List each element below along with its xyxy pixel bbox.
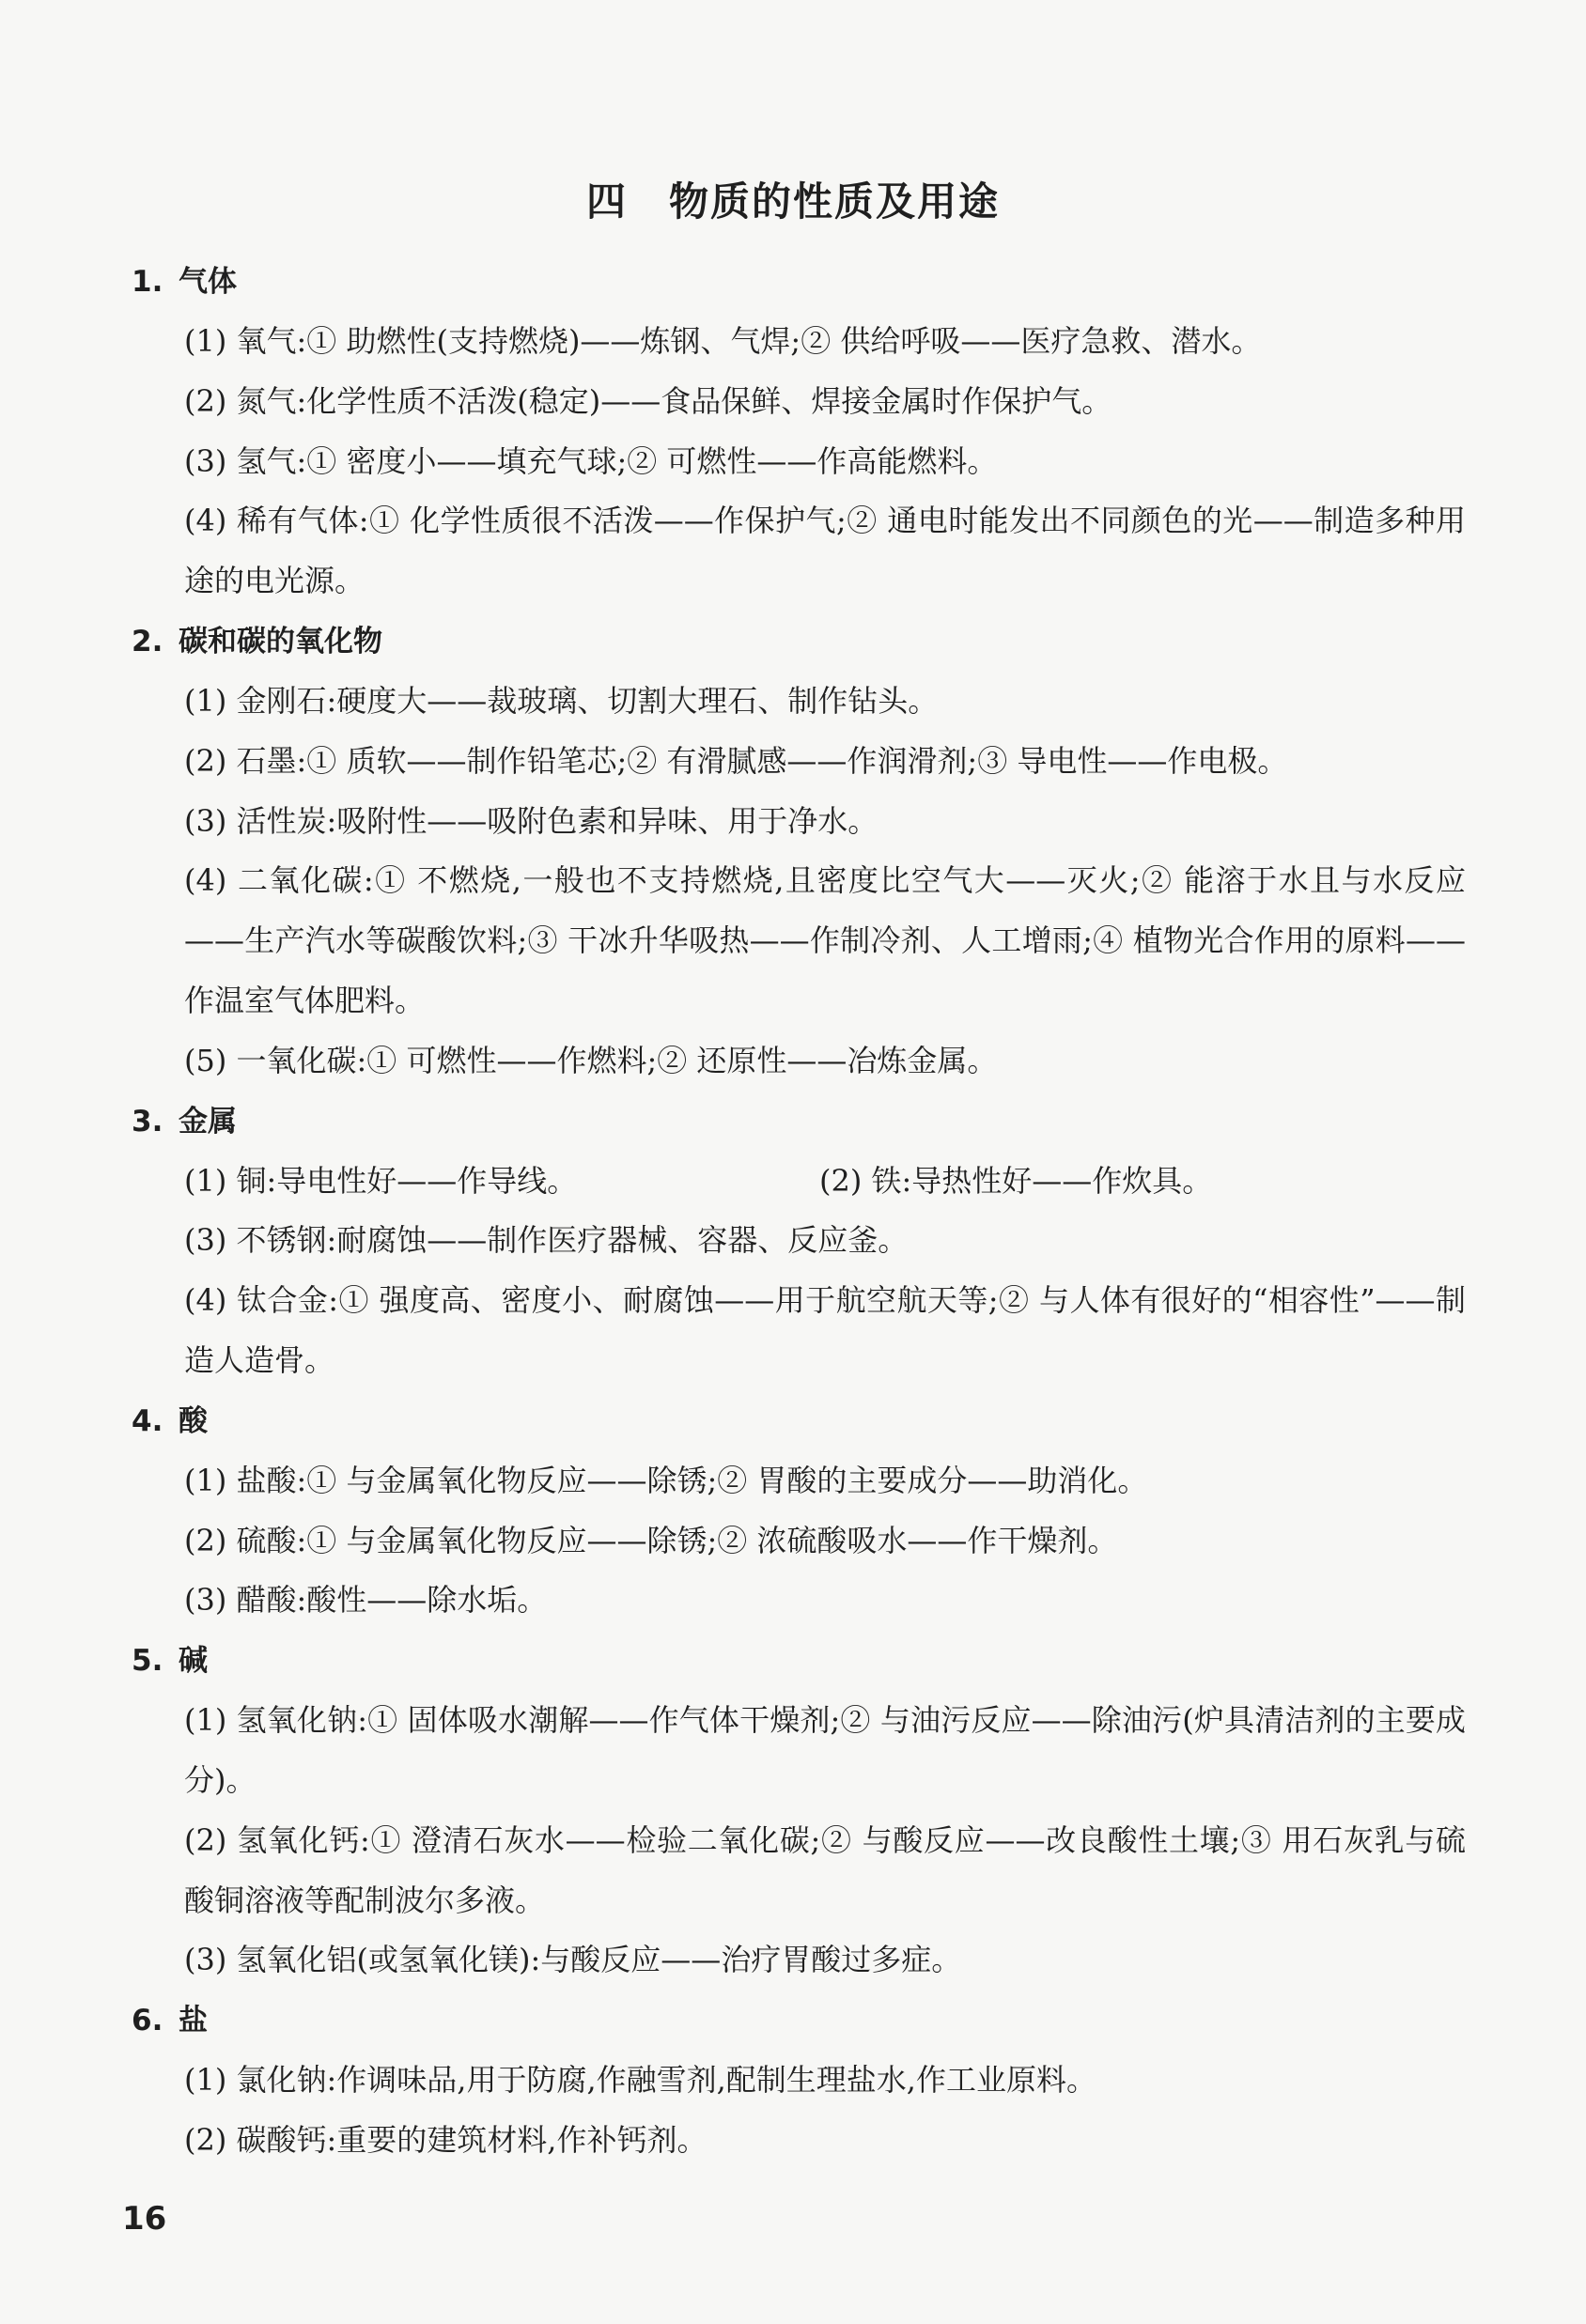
list-item: (2) 硫酸:① 与金属氧化物反应——除锈;② 浓硫酸吸水——作干燥剂。 [184,1522,1118,1558]
list-item: (4) 二氧化碳:① 不燃烧,一般也不支持燃烧,且密度比空气大——灭火;② 能溶于水且与水反应——生产汽水等碳酸饮料;③ 干冰升华吸热——作制冷剂、人工增雨;④ 植物光合作用的原料——作温室气体肥料。 [184,862,1466,1018]
list-item: (4) 稀有气体:① 化学性质很不活泼——作保护气;② 通电时能发出不同颜色的光——制造多种用途的电光源。 [184,503,1466,599]
section-heading [132,1631,1466,1691]
list-item: (4) 钛合金:① 强度高、密度小、耐腐蚀——用于航空航天等;② 与人体有很好的“相容性”——制造人造骨。 [184,1282,1466,1378]
list-item: (1) 氯化钠:作调味品,用于防腐,作融雪剂,配制生理盐水,作工业原料。 [184,2062,1096,2099]
section-number: 4. [132,1403,163,1438]
section-heading [132,252,1466,312]
page-title: 四 物质的性质及用途 [585,178,1000,225]
list-item: (2) 碳酸钙:重要的建筑材料,作补钙剂。 [184,2121,707,2158]
section-bases [132,1631,1466,1991]
list-item: (1) 盐酸:① 与金属氧化物反应——除锈;② 胃酸的主要成分——助消化。 [184,1462,1148,1498]
section-number: 6. [132,2004,163,2038]
list-item: (1) 氧气:① 助燃性(支持燃烧)——炼钢、气焊;② 供给呼吸——医疗急救、潜水。 [184,323,1262,359]
section-title: 酸 [179,1403,208,1438]
section-gases [132,252,1466,612]
list-item: (2) 氢氧化钙:① 澄清石灰水——检验二氧化碳;② 与酸反应——改良酸性土壤;③ 用石灰乳与硫酸铜溶液等配制波尔多液。 [184,1821,1466,1918]
section-number: 1. [132,265,163,299]
section-number: 2. [132,624,163,658]
two-column-row [184,1152,1466,1212]
section-metals [132,1092,1466,1391]
section-heading [132,1991,1466,2051]
list-item: (3) 活性炭:吸附性——吸附色素和异味、用于净水。 [184,802,879,839]
list-item: (1) 铜:导电性好——作导线。 [184,1162,578,1199]
list-item: (1) 氢氧化钠:① 固体吸水潮解——作气体干燥剂;② 与油污反应——除油污(炉具清洁剂的主要成分)。 [184,1702,1466,1798]
section-heading [132,1092,1466,1152]
section-heading [132,612,1466,672]
section-title: 盐 [179,2004,208,2038]
list-item: (3) 醋酸:酸性——除水垢。 [184,1582,548,1619]
page-number: 16 [122,2200,167,2238]
section-acids [132,1391,1466,1631]
list-item: (2) 铁:导热性好——作炊具。 [819,1162,1213,1199]
list-item: (2) 石墨:① 质软——制作铅笔芯;② 有滑腻感——作润滑剂;③ 导电性——作电极。 [184,742,1288,779]
list-item: (1) 金刚石:硬度大——裁玻璃、切割大理石、制作钻头。 [184,682,939,719]
section-carbon [132,612,1466,1092]
list-item: (3) 不锈钢:耐腐蚀——制作医疗器械、容器、反应釜。 [184,1222,909,1259]
list-item: (2) 氮气:化学性质不活泼(稳定)——食品保鲜、焊接金属时作保护气。 [184,382,1112,419]
list-item: (3) 氢气:① 密度小——填充气球;② 可燃性——作高能燃料。 [184,442,998,479]
section-title: 碱 [179,1644,208,1679]
section-title: 金属 [179,1104,237,1139]
section-heading [132,1391,1466,1451]
section-title: 碳和碳的氧化物 [179,624,382,658]
content [132,252,1466,2171]
section-number: 3. [132,1104,163,1139]
section-salts [132,1991,1466,2171]
section-number: 5. [132,1644,163,1679]
list-item: (5) 一氧化碳:① 可燃性——作燃料;② 还原性——冶炼金属。 [184,1042,998,1078]
section-title: 气体 [179,265,237,299]
list-item: (3) 氢氧化铝(或氢氧化镁):与酸反应——治疗胃酸过多症。 [184,1942,962,1978]
